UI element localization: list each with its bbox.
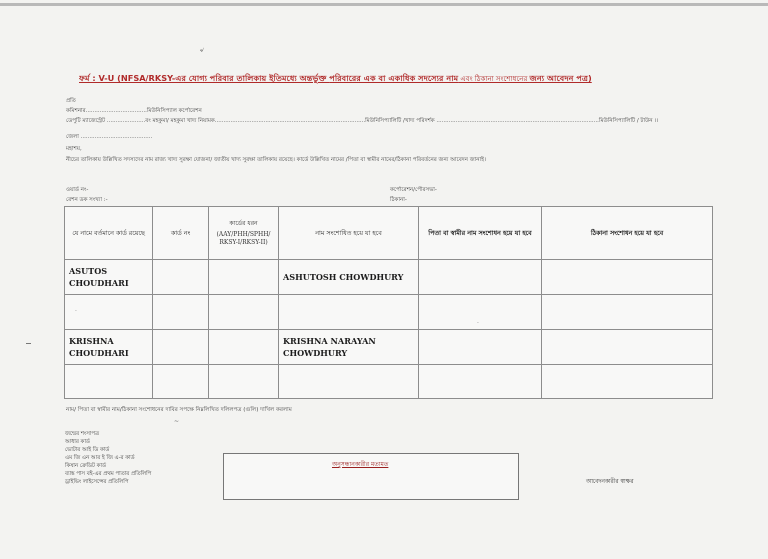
scan-margin-mark xyxy=(26,343,31,344)
list-item: ড্রাইভিং লাইসেন্সের প্রতিলিপি xyxy=(65,479,129,485)
documents-note: নাম/ পিতা বা স্বামীর নাম/ঠিকানা সংশোধনের দাবির সপক্ষে নিম্নলিখিত দলিলপত্র (গুলি) দাখিল করলাম xyxy=(66,407,292,413)
title-prefix: ফর্ম : V-U (NFSA/RKSY-এর যোগ্য পরিবার তালিকায় ইতিমধ্যে অন্তর্ভুক্ত xyxy=(79,73,330,83)
footer-mark: ~ xyxy=(174,418,180,425)
ward-label: ওয়ার্ড নং- xyxy=(66,187,89,193)
title-strong: পরিবারের এক বা একাধিক সদস্যের নাম xyxy=(329,73,459,83)
corporation-label: কর্পোরেশন/পৌরসভা- xyxy=(390,187,437,193)
current-name-cell: ASUTOS CHOUDHARI xyxy=(65,260,153,295)
title-normal: এবং ঠিকানা সংশোধনের xyxy=(458,75,530,83)
investigator-opinion-label: অনুসন্ধানকারীর মতামত xyxy=(332,461,389,468)
ration-label: রেশন ডক সংখ্যা :- xyxy=(66,197,108,203)
current-name-header: যে নামে বর্তমানে কার্ড রয়েছে xyxy=(65,207,153,260)
supporting-documents-list xyxy=(65,430,210,486)
address-line-district: জেলা ......................................... xyxy=(66,134,153,140)
investigator-opinion-box xyxy=(223,453,519,500)
address-correction-cell xyxy=(542,260,713,295)
table-header-row xyxy=(65,207,713,260)
address-line-commissioner: কমিশনার...................................মিউনিসিপ্যাল কর্পোরেশন xyxy=(66,108,202,114)
list-item: ব্যাঙ্ক পাস বই-এর প্রথম পাতার প্রতিলিপি xyxy=(65,471,152,477)
application-sentence: নীচের তালিকায় উল্লিখিত সদস্যদের নাম রাজ্য খাদ্য সুরক্ষা যোজনা/ জাতীয় খাদ্য সুরক্ষা তালিকায় রয়েছে। কার্ডে উল্লিখিত নামের /পিতা বা স্বামীর নামের/ঠিকানা পরিবর্তনের জন্য আবেদন জানাই। xyxy=(66,157,486,163)
title-end: জন্য আবেদন পত্র) xyxy=(529,73,592,83)
corrected-name-cell xyxy=(279,295,419,329)
card-number-header: কার্ড নং xyxy=(153,207,209,260)
scan-top-edge xyxy=(0,3,768,6)
card-number-cell xyxy=(153,295,209,329)
current-name-cell: KRISHNA CHOUDHARI xyxy=(65,329,153,364)
table-row xyxy=(65,260,713,295)
address-line-greeting: মহাশয়, xyxy=(66,146,82,152)
current-name-cell xyxy=(65,295,153,329)
list-item: এম জি এন আর ই জি এ-র কার্ড xyxy=(65,455,135,461)
address-label: ঠিকানা- xyxy=(390,197,407,203)
table-row xyxy=(65,295,713,329)
table-row xyxy=(65,329,713,364)
address-line-deputy: ডেপুটি ম্যাজেস্ট্রেট ......................বং মহকুমা/ মহকুমা খাদ্য নিয়ামক......................................................................................মিউনিসিপ্যালিটি /খাদ্য পরিদর্শক .............................................................................................মিউনিসিপ্যালিটি / টাউন ।। xyxy=(66,118,659,124)
corrected-name-header: নাম সংশোধিত হয়ে যা হবে xyxy=(279,207,419,260)
list-item: আধার কার্ড xyxy=(65,439,90,445)
list-item: জন্মের শংসাপত্র xyxy=(65,431,100,437)
table-row xyxy=(65,364,713,398)
address-correction-header: ঠিকানা সংশোধন হয়ে যা হবে xyxy=(542,207,713,260)
address-correction-cell xyxy=(542,329,713,364)
corrected-name-cell: ASHUTOSH CHOWDHURY xyxy=(279,260,419,295)
scan-dot: · xyxy=(75,308,77,315)
father-husband-name-cell xyxy=(419,364,542,398)
card-type-label: কার্ডের ধরন xyxy=(229,219,258,227)
scan-dot: · xyxy=(477,320,479,327)
address-correction-cell xyxy=(542,295,713,329)
current-name-cell xyxy=(65,364,153,398)
father-husband-name-header: পিতা বা স্বামীর নাম সংশোধন হয়ে যা হবে xyxy=(419,207,542,260)
father-husband-name-cell xyxy=(419,329,542,364)
father-husband-name-cell xyxy=(419,295,542,329)
card-type-cell xyxy=(209,364,279,398)
father-husband-name-cell xyxy=(419,260,542,295)
applicant-signature-label: আবেদনকারীর স্বাক্ষর xyxy=(586,479,634,485)
list-item: ভোটার আই ডি কার্ড xyxy=(65,447,110,453)
card-type-cell xyxy=(209,295,279,329)
list-item: কিষান ক্রেডিট কার্ড xyxy=(65,463,106,469)
card-type-header xyxy=(209,207,279,260)
corrected-name-cell: KRISHNA NARAYAN CHOWDHURY xyxy=(279,329,419,364)
card-number-cell xyxy=(153,260,209,295)
card-number-cell xyxy=(153,329,209,364)
scan-mark: ৵ xyxy=(200,46,205,54)
card-type-options: (AAY/PHH/SPHH/ RKSY-I/RKSY-II) xyxy=(216,230,271,246)
corrected-name-cell xyxy=(279,364,419,398)
card-type-cell xyxy=(209,260,279,295)
form-title xyxy=(79,72,719,85)
address-correction-cell xyxy=(542,364,713,398)
address-line-prefix: প্রতি xyxy=(66,98,76,104)
card-type-cell xyxy=(209,329,279,364)
card-number-cell xyxy=(153,364,209,398)
card-correction-table xyxy=(64,206,713,399)
